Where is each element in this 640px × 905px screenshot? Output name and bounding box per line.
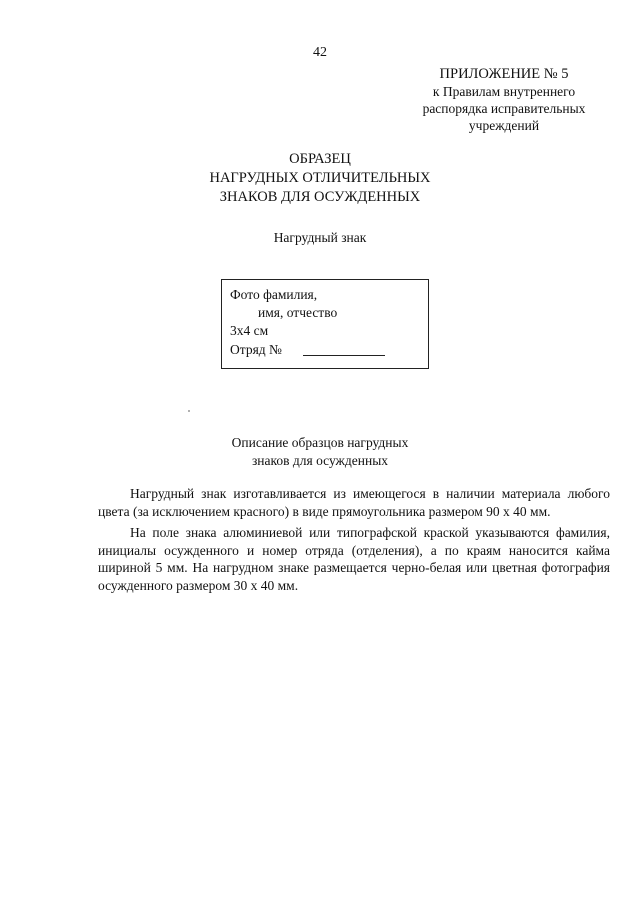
appendix-line: учреждений (468, 118, 540, 133)
squad-number-blank-line (303, 355, 385, 356)
badge-line-name-patronymic: имя, отчество (258, 305, 338, 320)
title-line: НАГРУДНЫХ ОТЛИЧИТЕЛЬНЫХ (209, 170, 431, 186)
badge-line-photo-size: 3х4 см (230, 323, 269, 338)
document-title (0, 150, 640, 207)
appendix-title: ПРИЛОЖЕНИЕ № 5 (439, 66, 569, 82)
description-body (98, 485, 610, 598)
badge-caption: Нагрудный знак (273, 230, 367, 245)
description-heading (0, 434, 640, 470)
title-line: ЗНАКОВ ДЛЯ ОСУЖДЕННЫХ (219, 189, 421, 205)
badge-sample-box (221, 279, 429, 369)
appendix-line: к Правилам внутреннего (432, 84, 576, 99)
scan-speck (188, 410, 190, 412)
description-heading-line: знаков для осужденных (251, 453, 389, 468)
title-line: ОБРАЗЕЦ (289, 151, 351, 167)
description-paragraph: На поле знака алюминиевой или типографской краской указываются фамилия, инициалы осужденного и номер отряда (отделения), а по краям наносится кайма шириной 5 мм. На нагрудном знаке размещается черно-белая или цветная фотография осужденного размером 30 х 40 мм. (98, 525, 610, 593)
appendix-line: распорядка исправительных (422, 101, 586, 116)
description-heading-line: Описание образцов нагрудных (231, 435, 409, 450)
appendix-reference (404, 66, 604, 134)
description-paragraph: Нагрудный знак изготавливается из имеющегося в наличии материала любого цвета (за исключением красного) в виде прямоугольника размером 90 х 40 мм. (98, 486, 610, 519)
page-number: 42 (313, 45, 327, 60)
badge-line-squad-number: Отряд № (230, 342, 282, 357)
badge-line-photo-surname: Фото фамилия, (230, 287, 318, 302)
